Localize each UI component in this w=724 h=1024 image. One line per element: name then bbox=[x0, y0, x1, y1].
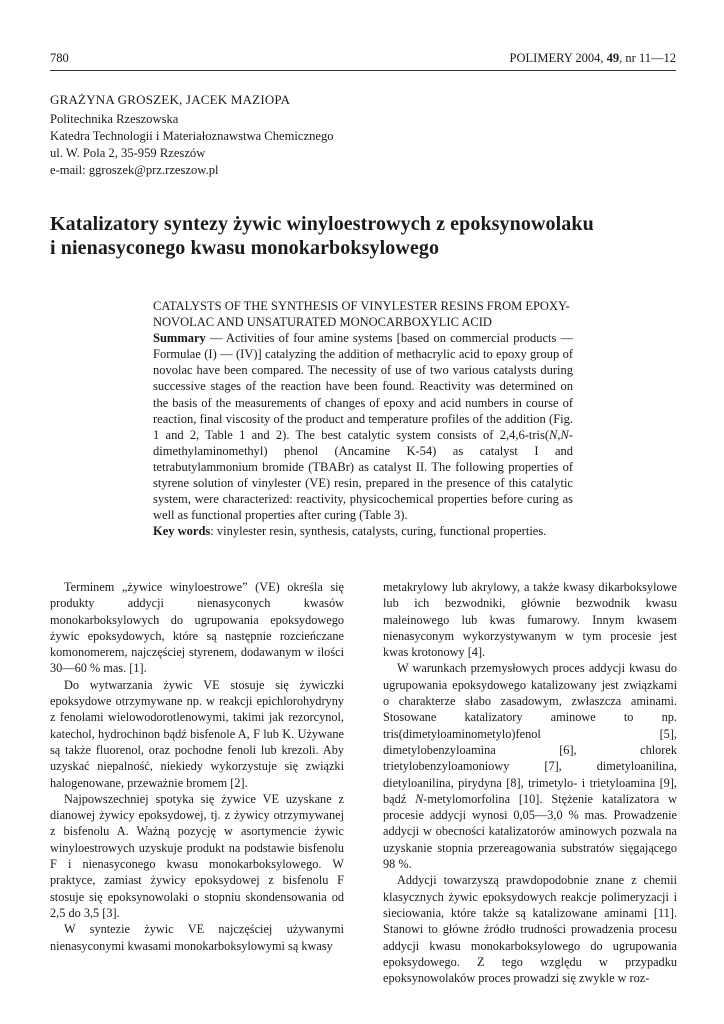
keywords-label: Key words bbox=[153, 524, 211, 539]
summary-italic: N,N bbox=[549, 427, 569, 442]
abstract bbox=[153, 298, 573, 539]
affiliation bbox=[50, 111, 334, 179]
keywords bbox=[153, 523, 573, 539]
summary-text: — Activities of four amine systems [based on commercial products — Formulae (I) — (IV)] catalyzing the addition of methacrylic acid to epoxy group of novolac have been compared. The necessity of use of two various catalysts during successive stages of the reaction have been found. Reactivity was determined on the basis of the measurements of changes of epoxy and acid numbers in course of reaction, final viscosity of the product and temperature profiles of the addition (Fig. 1 and 2, Table 1 and 2). The best catalytic system consists of 2,4,6-tris( bbox=[153, 331, 573, 442]
page-number: 780 bbox=[50, 51, 69, 65]
keywords-text: : vinylester resin, synthesis, catalysts, curing, functional properties. bbox=[210, 524, 547, 539]
summary bbox=[153, 330, 573, 523]
paragraph: W syntezie żywic VE najczęściej używanymi nienasyconymi kwasami monokarboksylowymi są kwasy bbox=[50, 922, 344, 953]
running-header bbox=[50, 51, 676, 67]
affiliation-line: Politechnika Rzeszowska bbox=[50, 112, 179, 126]
affiliation-line: Katedra Technologii i Materiałoznawstwa Chemicznego bbox=[50, 129, 334, 143]
title-line: i nienasyconego kwasu monokarboksylowego bbox=[50, 237, 440, 259]
affiliation-line: ul. W. Pola 2, 35-959 Rzeszów bbox=[50, 146, 206, 160]
summary-text-cont: -dimethylaminomethyl) phenol (Ancamine K-54) as catalyst I and tetrabutylammonium bromide (TBABr) as catalyst II. The following properties of styrene solution of vinylester (VE) resin, prepared in the presence of this catalytic system, were characterized: reactivity, physicochemical properties before curing as well as functional properties after curing (Table 3). bbox=[153, 427, 573, 523]
header-rule bbox=[50, 70, 676, 71]
english-title: CATALYSTS OF THE SYNTHESIS OF VINYLESTER RESINS FROM EPOXY-NOVOLAC AND UNSATURATED MONOCARBOXYLIC ACID bbox=[153, 299, 570, 330]
journal-suffix: , nr 11—12 bbox=[619, 51, 676, 65]
paragraph: Addycji towarzyszą prawdopodobnie znane z chemii klasycznych żywic epoksydowych reakcje polimeryzacji i sieciowania, które także są katalizowane aminami [11]. Stanowi to główne źródło trudności prowadzenia procesu addycji kwasu monokarboksylowego do ugrupowania epoksydowego. Z tego względu w przypadku epoksynowolaków proces prowadzi się zwykle w roz- bbox=[383, 873, 677, 986]
email-line: e-mail: ggroszek@prz.rzeszow.pl bbox=[50, 163, 219, 177]
paragraph-continued: metakrylowy lub akrylowy, a także kwasy dikarboksylowe lub ich bezwodniki, głównie bezwodnik kwasu maleinowego lub kwas fumarowy. Innym kwasem nienasyconym wykorzystywanym w tym procesie jest kwas krotonowy [4]. bbox=[383, 580, 677, 660]
journal-prefix: POLIMERY 2004, bbox=[509, 51, 607, 65]
article-title bbox=[50, 212, 676, 260]
paragraph: Najpowszechniej spotyka się żywice VE uzyskane z dianowej żywicy epoksydowej, tj. z żywicy otrzymywanej z bisfenolu A. Ważną pozycję w asortymencie żywic winyloestrowych uzyskuje produkt na podstawie bisfenolu F i nienasyconego kwasu monokarboksylowego. W praktyce, zamiast żywicy epoksydowej z bisfenolu F stosuje się epoksynowolaki o stopniu skondensowania od 2,5 do 3,5 [3]. bbox=[50, 791, 344, 920]
paragraph-text: W warunkach przemysłowych proces addycji kwasu do ugrupowania epoksydowego katalizowany jest związkami o charakterze słabo zasadowym, zwłaszcza aminami. Stosowane katalizatory aminowe to np. tris(dimetyloaminometylo)fenol [5], dimetylobenzyloamina [6], chlorek trietylobenzyloamoniowy [7], dimetyloanilina, dietyloanilina, pirydyna [8], trimetylo- i trietyloamina [9], bądź bbox=[383, 661, 677, 806]
paragraph-italic: N bbox=[415, 791, 424, 806]
paragraph bbox=[383, 660, 677, 872]
body-column-left bbox=[50, 579, 344, 954]
journal-volume: 49 bbox=[606, 51, 620, 65]
paragraph: Do wytwarzania żywic VE stosuje się żywiczki epoksydowe otrzymywane np. w reakcji epichlorohydryny z fenolami wielowodorotlenowymi, takimi jak rezorcynol, katechol, hydrochinon bądź bisfenole A, F lub K. Używane są także fluorenol, oraz pochodne fenoli lub krezoli. Aby uzyskać niepalność, niekiedy wykorzystuje się związki halogenowane, przeważnie bromem [2]. bbox=[50, 677, 344, 790]
authors: GRAŻYNA GROSZEK, JACEK MAZIOPA bbox=[50, 92, 291, 107]
body-column-right bbox=[383, 579, 677, 986]
journal-citation bbox=[510, 51, 676, 66]
summary-label: Summary bbox=[153, 331, 206, 346]
title-line: Katalizatory syntezy żywic winyloestrowych z epoksynowolaku bbox=[50, 213, 594, 235]
paragraph: Terminem „żywice winyloestrowe” (VE) określa się produkty addycji nienasyconych kwasów monokarboksylowych do ugrupowania epoksydowego żywic epoksydowych, które są następnie rozcieńczane komonomerem, najczęściej styrenem, dodawanym w ilości 30—60 % mas. [1]. bbox=[50, 580, 344, 676]
paragraph-text-cont: -metylomorfolina [10]. Stężenie katalizatora w procesie addycji wynosi 0,05—3,0 % mas. Prowadzenie addycji w obecności katalizatorów aminowych pozwala na uzyskanie stopnia przereagowania substratów sięgającego 98 %. bbox=[383, 791, 677, 872]
